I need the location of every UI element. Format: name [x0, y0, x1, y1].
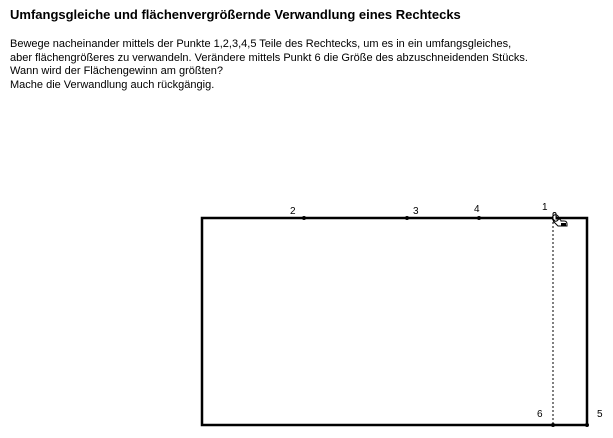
instruction-line-1: Bewege nacheinander mittels der Punkte 1,2,3,4,5 Teile des Rechtecks, um es in ein umfangsgleiches, [10, 38, 512, 50]
point-2-handle[interactable] [302, 216, 306, 220]
instruction-line-3: Wann wird der Flächengewinn am größten? [10, 65, 223, 77]
instruction-line-4: Mache die Verwandlung auch rückgängig. [10, 78, 215, 91]
point-3-handle[interactable] [405, 216, 409, 220]
point-6-handle[interactable] [551, 423, 555, 427]
point-4-handle[interactable] [477, 216, 481, 220]
point-2-label: 2 [290, 206, 296, 217]
page-title: Umfangsgleiche und flächenvergrößernde Verwandlung eines Rechtecks [10, 7, 461, 22]
instruction-line-2: aber flächengrößeres zu verwandeln. Verändere mittels Punkt 6 die Größe des abzuschneidenden Stücks. [10, 51, 528, 64]
point-3-label: 3 [413, 206, 419, 217]
point-4-label: 4 [474, 204, 480, 215]
rectangle-shape [202, 218, 587, 425]
point-1-label: 1 [542, 202, 548, 213]
point-5-handle[interactable] [585, 423, 589, 427]
point-5-label: 5 [597, 409, 603, 420]
point-6-label: 6 [537, 409, 543, 420]
